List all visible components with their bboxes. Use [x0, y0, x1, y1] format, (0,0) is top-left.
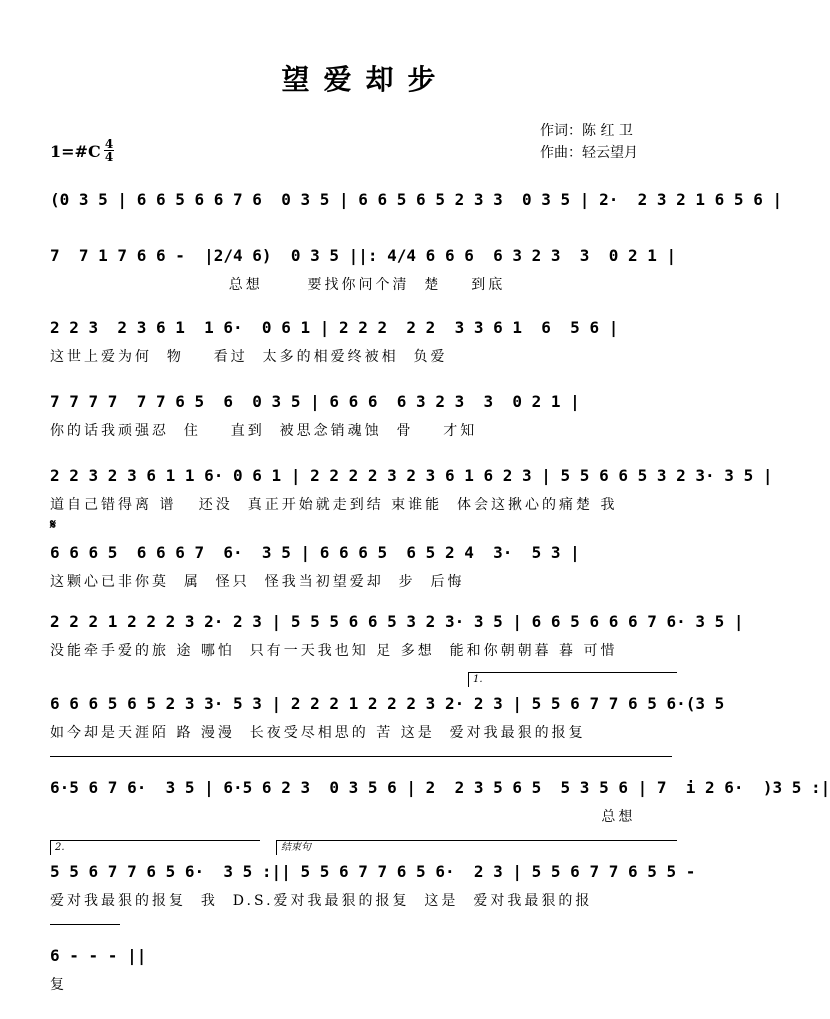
volta-first-ending: 1. — [468, 672, 677, 687]
notes-line: (0 3 5 | 6 6 5 6 6 7 6 0 3 5 | 6 6 5 6 5 2 3 3 0 3 5 | 2· 2 3 2 1 6 5 6 | — [50, 190, 783, 209]
volta-second-ending: 2. — [50, 840, 260, 855]
lyrics-line: 如今却是天涯陌 路 漫漫 长夜受尽相思的 苦 这是 爱对我最狠的报复 — [50, 725, 586, 741]
segno-sign: 𝄋 — [50, 517, 57, 533]
notes-line: 2 2 3 2 3 6 1 1 6· 0 6 1 | 2 2 2 2 3 2 3 6 1 6 2 3 | 5 5 6 6 5 3 2 3· 3 5 | — [50, 466, 773, 485]
lyrics-line: 道自己错得离 谱 还没 真正开始就走到结 束谁能 体会这揪心的痛楚 我 — [50, 497, 618, 513]
notes-line: 6·5 6 7 6· 3 5 | 6·5 6 2 3 0 3 5 6 | 2 2 3 5 6 5 5 3 5 6 | 7 i 2 6· )3 5 :| — [50, 778, 830, 797]
volta-continuation — [50, 756, 672, 757]
time-signature — [104, 138, 114, 163]
lyrics-line: 总想 要找你问个清 楚 到底 — [50, 277, 506, 293]
notes-line: 7 7 1 7 6 6 - |2/4 6) 0 3 5 ||: 4/4 6 6 6 6 3 2 3 3 0 2 1 | — [50, 246, 677, 265]
page-title: 望爱却步 — [281, 63, 450, 96]
key-signature: 1=#C — [50, 142, 101, 161]
notes-line: 6 6 6 5 6 5 2 3 3· 5 3 | 2 2 2 1 2 2 2 3 2· 2 3 | 5 5 6 7 7 6 5 6·(3 5 — [50, 694, 725, 713]
time-signature-bottom: 4 — [104, 150, 114, 164]
notes-line: 2 2 2 1 2 2 2 3 2· 2 3 | 5 5 5 6 6 5 3 2 3· 3 5 | 6 6 5 6 6 6 7 6· 3 5 | — [50, 612, 744, 631]
lyrics-line: 没能牵手爱的旅 途 哪怕 只有一天我也知 足 多想 能和你朝朝暮 暮 可惜 — [50, 643, 618, 659]
lyrics-line: 你的话我顽强忍 住 直到 被思念销魂蚀 骨 才知 — [50, 423, 478, 439]
lyrics-line: 总想 — [50, 809, 636, 825]
ending-bracket — [50, 924, 120, 925]
lyrics-line: 这世上爱为何 物 看过 太多的相爱终被相 负爱 — [50, 349, 448, 365]
notes-line: 6 - - - || — [50, 946, 147, 965]
composer: 作曲：轻云望月 — [540, 145, 638, 161]
lyrics-line: 复 — [50, 977, 67, 993]
notes-line: 7 7 7 7 7 7 6 5 6 0 3 5 | 6 6 6 6 3 2 3 3 0 2 1 | — [50, 392, 580, 411]
lyrics-line: 这颗心已非你莫 属 怪只 怪我当初望爱却 步 后悔 — [50, 574, 465, 590]
ending-phrase-marker: 结束句 — [276, 840, 677, 855]
lyrics-line: 爱对我最狠的报复 我 D.S.爱对我最狠的报复 这是 爱对我最狠的报 — [50, 893, 593, 909]
time-signature-top: 4 — [104, 137, 114, 151]
notes-line: 6 6 6 5 6 6 6 7 6· 3 5 | 6 6 6 5 6 5 2 4 3· 5 3 | — [50, 543, 580, 562]
lyricist: 作词：陈 红 卫 — [540, 123, 633, 139]
notes-line: 2 2 3 2 3 6 1 1 6· 0 6 1 | 2 2 2 2 2 3 3 6 1 6 5 6 | — [50, 318, 619, 337]
credits — [540, 120, 638, 164]
notes-line: 5 5 6 7 7 6 5 6· 3 5 :|| 5 5 6 7 7 6 5 6· 2 3 | 5 5 6 7 7 6 5 5 - — [50, 862, 706, 881]
